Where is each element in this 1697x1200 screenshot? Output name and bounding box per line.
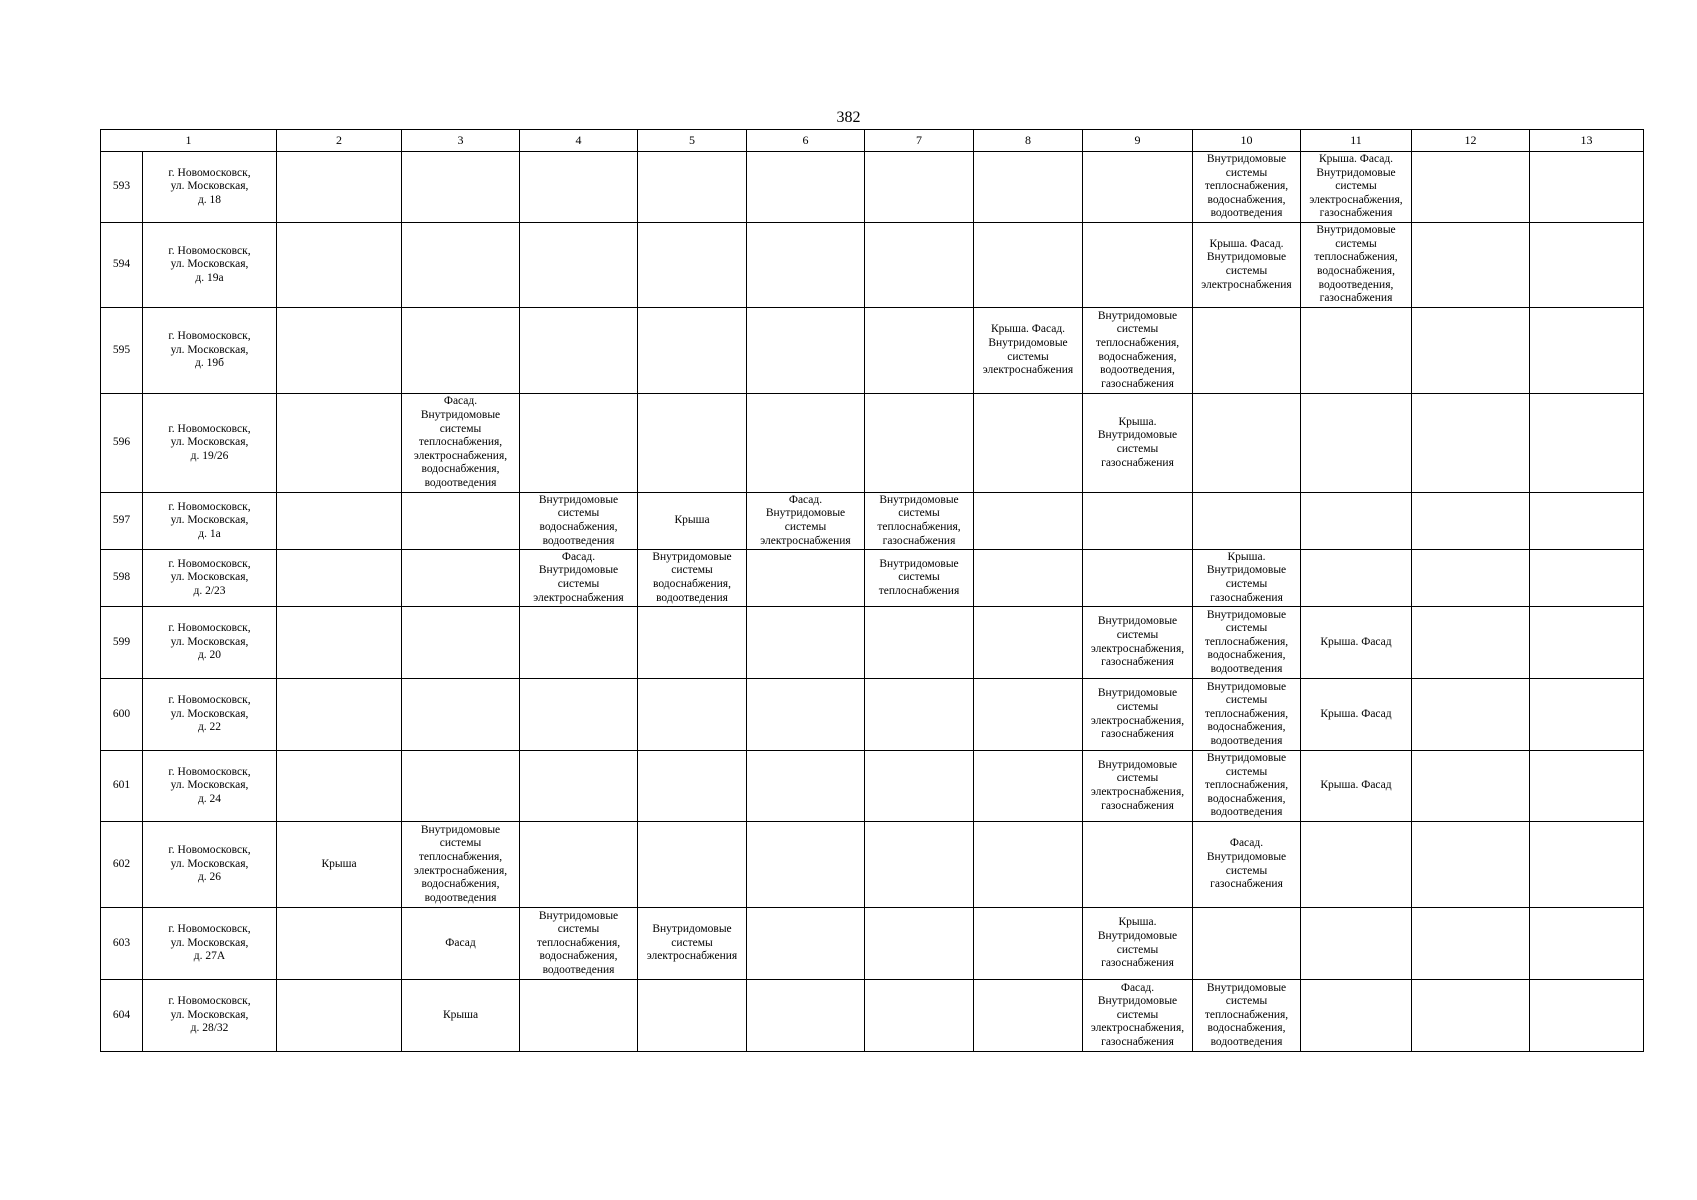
address-cell: г. Новомосковск, ул. Московская, д. 28/32 bbox=[143, 980, 277, 1052]
work-cell bbox=[1412, 751, 1530, 822]
work-cell: Внутридомовые системы теплоснабжения, водоснабжения, водоотведения, газоснабжения bbox=[1301, 223, 1412, 308]
work-cell: Внутридомовые системы теплоснабжения, водоснабжения, водоотведения bbox=[520, 908, 638, 980]
address-cell: г. Новомосковск, ул. Московская, д. 19/26 bbox=[143, 394, 277, 493]
work-cell bbox=[402, 152, 520, 223]
address-cell: г. Новомосковск, ул. Московская, д. 18 bbox=[143, 152, 277, 223]
work-cell bbox=[520, 152, 638, 223]
work-cell bbox=[277, 550, 402, 607]
work-cell bbox=[520, 394, 638, 493]
work-cell bbox=[747, 822, 865, 908]
work-cell bbox=[747, 980, 865, 1052]
address-cell: г. Новомосковск, ул. Московская, д. 19а bbox=[143, 223, 277, 308]
work-cell: Внутридомовые системы теплоснабжения bbox=[865, 550, 974, 607]
work-cell bbox=[1412, 152, 1530, 223]
header-cell: 5 bbox=[638, 130, 747, 152]
work-cell: Крыша. Фасад bbox=[1301, 607, 1412, 679]
work-cell: Фасад. Внутридомовые системы электроснабжения bbox=[520, 550, 638, 607]
work-cell: Внутридомовые системы теплоснабжения, водоснабжения, водоотведения bbox=[1193, 152, 1301, 223]
work-cell: Крыша bbox=[638, 493, 747, 550]
work-cell bbox=[974, 152, 1083, 223]
address-cell: г. Новомосковск, ул. Московская, д. 27А bbox=[143, 908, 277, 980]
work-cell bbox=[1301, 550, 1412, 607]
work-cell bbox=[520, 822, 638, 908]
work-cell bbox=[747, 394, 865, 493]
work-cell bbox=[520, 751, 638, 822]
work-cell: Крыша. Фасад. Внутридомовые системы электроснабжения, газоснабжения bbox=[1301, 152, 1412, 223]
work-cell bbox=[974, 751, 1083, 822]
work-cell bbox=[638, 607, 747, 679]
row-number-cell: 602 bbox=[101, 822, 143, 908]
header-cell: 3 bbox=[402, 130, 520, 152]
work-cell bbox=[520, 223, 638, 308]
work-cell bbox=[865, 822, 974, 908]
header-cell: 11 bbox=[1301, 130, 1412, 152]
work-cell bbox=[747, 308, 865, 394]
work-cell bbox=[520, 607, 638, 679]
header-cell: 10 bbox=[1193, 130, 1301, 152]
work-cell: Внутридомовые системы электроснабжения, газоснабжения bbox=[1083, 751, 1193, 822]
address-cell: г. Новомосковск, ул. Московская, д. 20 bbox=[143, 607, 277, 679]
work-cell bbox=[277, 908, 402, 980]
work-cell bbox=[1301, 980, 1412, 1052]
row-number-cell: 601 bbox=[101, 751, 143, 822]
work-cell: Внутридомовые системы теплоснабжения, электроснабжения, водоснабжения, водоотведения bbox=[402, 822, 520, 908]
table-row bbox=[101, 751, 1644, 822]
work-cell bbox=[747, 607, 865, 679]
work-cell bbox=[865, 394, 974, 493]
table-row bbox=[101, 308, 1644, 394]
row-number-cell: 595 bbox=[101, 308, 143, 394]
work-cell bbox=[747, 550, 865, 607]
work-cell bbox=[520, 679, 638, 751]
work-cell bbox=[1083, 822, 1193, 908]
work-cell bbox=[520, 308, 638, 394]
work-cell bbox=[277, 607, 402, 679]
table-row bbox=[101, 394, 1644, 493]
work-cell bbox=[1412, 607, 1530, 679]
row-number-cell: 604 bbox=[101, 980, 143, 1052]
work-cell bbox=[1530, 751, 1644, 822]
address-cell: г. Новомосковск, ул. Московская, д. 26 bbox=[143, 822, 277, 908]
work-cell bbox=[402, 679, 520, 751]
table-row bbox=[101, 607, 1644, 679]
work-cell bbox=[638, 822, 747, 908]
header-cell: 1 bbox=[101, 130, 277, 152]
work-cell bbox=[277, 394, 402, 493]
header-cell: 13 bbox=[1530, 130, 1644, 152]
work-cell: Крыша. Внутридомовые системы газоснабжения bbox=[1083, 394, 1193, 493]
work-cell bbox=[1412, 980, 1530, 1052]
work-cell bbox=[402, 751, 520, 822]
work-cell bbox=[1412, 550, 1530, 607]
work-cell: Внутридомовые системы электроснабжения bbox=[638, 908, 747, 980]
work-cell bbox=[747, 908, 865, 980]
work-cell: Внутридомовые системы теплоснабжения, водоснабжения, водоотведения, газоснабжения bbox=[1083, 308, 1193, 394]
work-cell: Внутридомовые системы электроснабжения, газоснабжения bbox=[1083, 679, 1193, 751]
work-cell bbox=[1083, 550, 1193, 607]
work-cell bbox=[402, 550, 520, 607]
work-cell bbox=[865, 308, 974, 394]
work-cell: Фасад. Внутридомовые системы электроснабжения, газоснабжения bbox=[1083, 980, 1193, 1052]
address-cell: г. Новомосковск, ул. Московская, д. 2/23 bbox=[143, 550, 277, 607]
work-cell: Крыша. Внутридомовые системы газоснабжения bbox=[1083, 908, 1193, 980]
work-cell bbox=[402, 607, 520, 679]
address-cell: г. Новомосковск, ул. Московская, д. 24 bbox=[143, 751, 277, 822]
header-cell: 8 bbox=[974, 130, 1083, 152]
header-cell: 9 bbox=[1083, 130, 1193, 152]
work-cell bbox=[638, 394, 747, 493]
header-cell: 2 bbox=[277, 130, 402, 152]
table-row bbox=[101, 493, 1644, 550]
work-cell bbox=[974, 980, 1083, 1052]
work-cell bbox=[974, 822, 1083, 908]
work-cell: Внутридомовые системы водоснабжения, водоотведения bbox=[638, 550, 747, 607]
work-cell: Внутридомовые системы теплоснабжения, водоснабжения, водоотведения bbox=[1193, 751, 1301, 822]
work-cell: Крыша bbox=[277, 822, 402, 908]
header-cell: 12 bbox=[1412, 130, 1530, 152]
row-number-cell: 596 bbox=[101, 394, 143, 493]
work-cell bbox=[974, 607, 1083, 679]
work-cell bbox=[638, 152, 747, 223]
work-cell bbox=[1412, 908, 1530, 980]
work-cell bbox=[865, 751, 974, 822]
work-cell bbox=[1530, 223, 1644, 308]
address-cell: г. Новомосковск, ул. Московская, д. 19б bbox=[143, 308, 277, 394]
work-cell bbox=[1530, 607, 1644, 679]
header-row bbox=[101, 130, 1644, 152]
work-cell: Фасад bbox=[402, 908, 520, 980]
work-cell bbox=[1083, 152, 1193, 223]
table-row bbox=[101, 980, 1644, 1052]
work-cell bbox=[974, 908, 1083, 980]
work-cell bbox=[1412, 308, 1530, 394]
work-cell bbox=[1530, 550, 1644, 607]
work-cell: Крыша. Внутридомовые системы газоснабжения bbox=[1193, 550, 1301, 607]
work-cell bbox=[1193, 493, 1301, 550]
work-cell: Крыша. Фасад bbox=[1301, 751, 1412, 822]
work-cell: Внутридомовые системы теплоснабжения, водоснабжения, водоотведения bbox=[1193, 679, 1301, 751]
table-row bbox=[101, 223, 1644, 308]
work-cell bbox=[638, 751, 747, 822]
row-number-cell: 593 bbox=[101, 152, 143, 223]
work-cell bbox=[277, 308, 402, 394]
work-cell: Крыша bbox=[402, 980, 520, 1052]
work-cell bbox=[277, 980, 402, 1052]
table-row bbox=[101, 152, 1644, 223]
work-cell bbox=[974, 394, 1083, 493]
header-cell: 4 bbox=[520, 130, 638, 152]
work-cell bbox=[865, 223, 974, 308]
header-cell: 7 bbox=[865, 130, 974, 152]
work-cell bbox=[402, 308, 520, 394]
work-cell bbox=[1083, 493, 1193, 550]
work-cell bbox=[402, 223, 520, 308]
table-row bbox=[101, 822, 1644, 908]
work-cell: Крыша. Фасад. Внутридомовые системы электроснабжения bbox=[974, 308, 1083, 394]
work-cell bbox=[747, 751, 865, 822]
work-cell bbox=[277, 679, 402, 751]
work-cell bbox=[638, 223, 747, 308]
work-cell: Внутридомовые системы теплоснабжения, водоснабжения, водоотведения bbox=[1193, 607, 1301, 679]
work-cell bbox=[1530, 493, 1644, 550]
row-number-cell: 594 bbox=[101, 223, 143, 308]
work-cell bbox=[1412, 493, 1530, 550]
work-cell bbox=[747, 679, 865, 751]
work-cell: Крыша. Фасад. Внутридомовые системы электроснабжения bbox=[1193, 223, 1301, 308]
table-body bbox=[101, 130, 1644, 1052]
work-cell bbox=[974, 550, 1083, 607]
work-cell bbox=[277, 152, 402, 223]
work-cell bbox=[1530, 152, 1644, 223]
work-cell bbox=[1301, 822, 1412, 908]
work-cell bbox=[865, 152, 974, 223]
work-cell bbox=[865, 980, 974, 1052]
work-cell: Крыша. Фасад bbox=[1301, 679, 1412, 751]
table-row bbox=[101, 679, 1644, 751]
work-cell: Фасад. Внутридомовые системы газоснабжения bbox=[1193, 822, 1301, 908]
work-cell bbox=[638, 308, 747, 394]
header-cell: 6 bbox=[747, 130, 865, 152]
work-cell bbox=[520, 980, 638, 1052]
work-cell bbox=[1301, 908, 1412, 980]
work-cell bbox=[1412, 679, 1530, 751]
work-cell bbox=[1193, 908, 1301, 980]
work-cell bbox=[1301, 493, 1412, 550]
work-cell bbox=[1530, 822, 1644, 908]
work-cell bbox=[1530, 394, 1644, 493]
work-cell bbox=[277, 751, 402, 822]
work-cell bbox=[865, 607, 974, 679]
address-cell: г. Новомосковск, ул. Московская, д. 22 bbox=[143, 679, 277, 751]
work-cell bbox=[1530, 908, 1644, 980]
work-cell bbox=[1412, 394, 1530, 493]
row-number-cell: 597 bbox=[101, 493, 143, 550]
work-cell bbox=[1083, 223, 1193, 308]
row-number-cell: 599 bbox=[101, 607, 143, 679]
table-row bbox=[101, 550, 1644, 607]
work-cell bbox=[1412, 822, 1530, 908]
work-cell bbox=[974, 493, 1083, 550]
work-cell: Внутридомовые системы электроснабжения, газоснабжения bbox=[1083, 607, 1193, 679]
address-cell: г. Новомосковск, ул. Московская, д. 1а bbox=[143, 493, 277, 550]
work-cell bbox=[1193, 308, 1301, 394]
work-cell: Внутридомовые системы теплоснабжения, водоснабжения, водоотведения bbox=[1193, 980, 1301, 1052]
work-cell: Внутридомовые системы теплоснабжения, газоснабжения bbox=[865, 493, 974, 550]
row-number-cell: 598 bbox=[101, 550, 143, 607]
work-cell bbox=[865, 679, 974, 751]
table-row bbox=[101, 908, 1644, 980]
work-cell bbox=[1301, 394, 1412, 493]
work-cell bbox=[747, 223, 865, 308]
work-cell bbox=[974, 679, 1083, 751]
row-number-cell: 600 bbox=[101, 679, 143, 751]
work-cell bbox=[638, 980, 747, 1052]
work-cell: Фасад. Внутридомовые системы электроснабжения bbox=[747, 493, 865, 550]
work-cell bbox=[747, 152, 865, 223]
work-cell bbox=[1193, 394, 1301, 493]
work-cell bbox=[402, 493, 520, 550]
work-cell bbox=[1530, 980, 1644, 1052]
work-cell bbox=[1412, 223, 1530, 308]
work-cell bbox=[974, 223, 1083, 308]
work-cell bbox=[865, 908, 974, 980]
work-cell: Фасад. Внутридомовые системы теплоснабжения, электроснабжения, водоснабжения, водоотведения bbox=[402, 394, 520, 493]
row-number-cell: 603 bbox=[101, 908, 143, 980]
work-cell bbox=[277, 493, 402, 550]
work-cell: Внутридомовые системы водоснабжения, водоотведения bbox=[520, 493, 638, 550]
work-cell bbox=[1530, 308, 1644, 394]
repair-schedule-table bbox=[100, 129, 1644, 1052]
page-number: 382 bbox=[836, 109, 861, 126]
work-cell bbox=[638, 679, 747, 751]
work-cell bbox=[1301, 308, 1412, 394]
work-cell bbox=[277, 223, 402, 308]
work-cell bbox=[1530, 679, 1644, 751]
